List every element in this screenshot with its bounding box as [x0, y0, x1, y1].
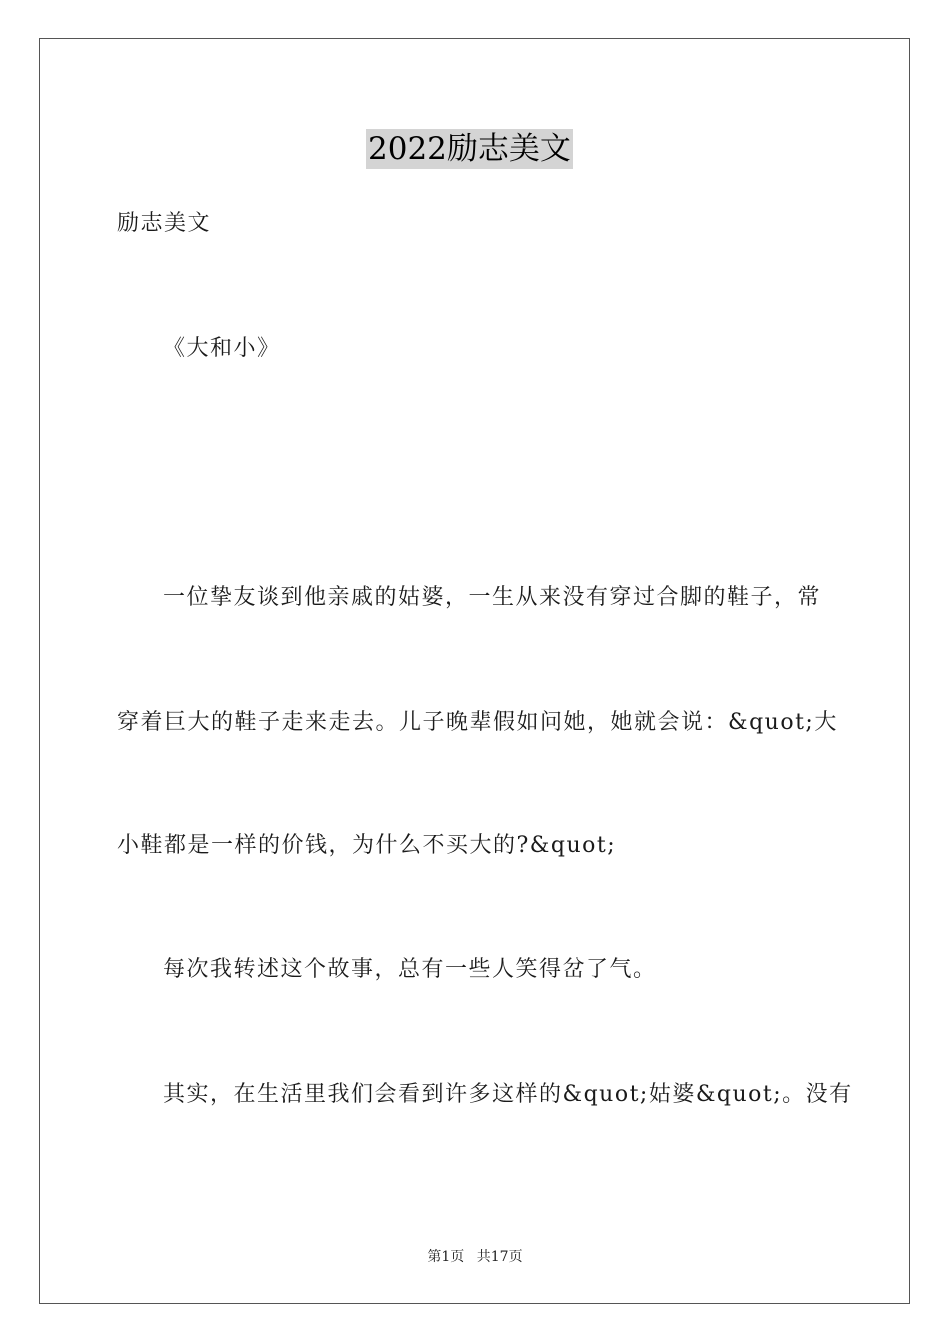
page-footer [0, 1248, 950, 1266]
paragraph-line: 其实，在生活里我们会看到许多这样的&quot;姑婆&quot;。没有 [163, 1082, 853, 1107]
page-number: 第1页 [427, 1249, 465, 1265]
paragraph-line: 小鞋都是一样的价钱，为什么不买大的?&quot; [117, 833, 617, 858]
section-heading: 励志美文 [117, 211, 212, 236]
document-title: 2022励志美文 [368, 131, 571, 167]
paragraph-line: 每次我转述这个故事，总有一些人笑得岔了气。 [163, 957, 657, 982]
paragraph-line: 一位挚友谈到他亲戚的姑婆，一生从来没有穿过合脚的鞋子，常 [163, 585, 822, 610]
article-title: 《大和小》 [163, 336, 281, 361]
paragraph-line: 穿着巨大的鞋子走来走去。儿子晚辈假如问她，她就会说：&quot;大 [117, 710, 838, 735]
total-pages: 共17页 [476, 1249, 523, 1265]
